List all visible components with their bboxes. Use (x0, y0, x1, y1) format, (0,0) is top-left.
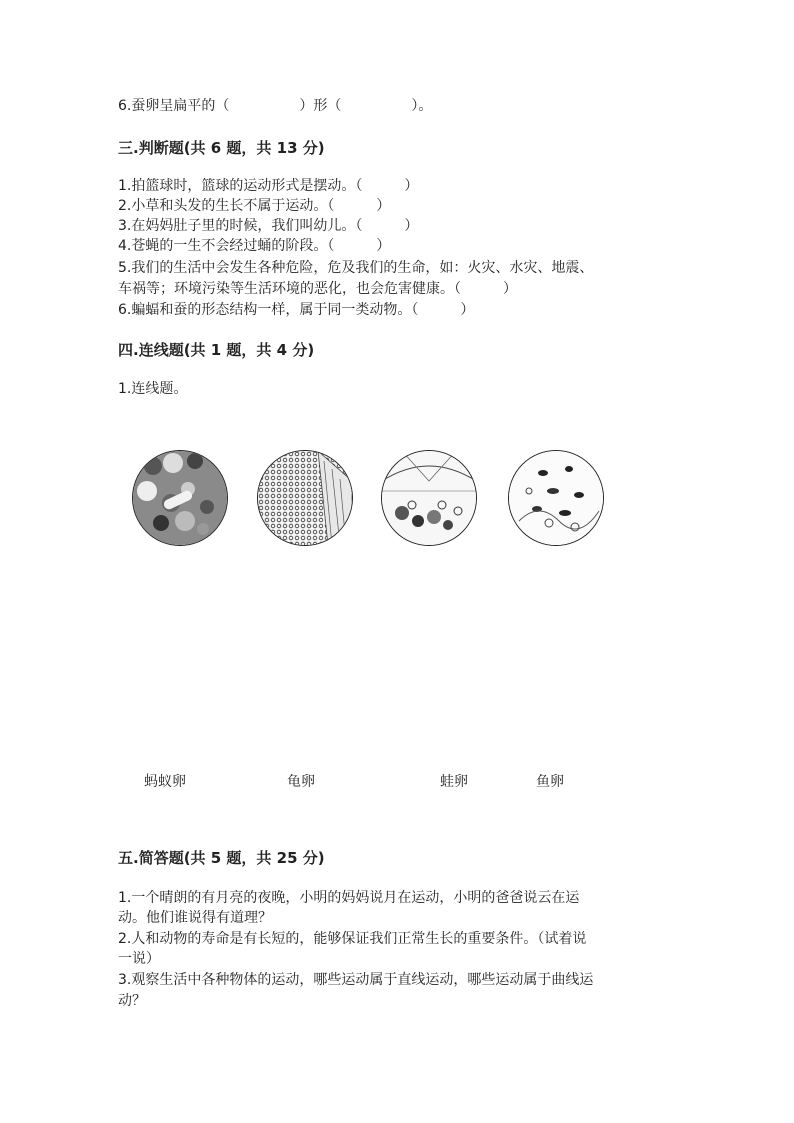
section-3-item: 1.拍篮球时，篮球的运动形式是摆动。（ ） (118, 178, 419, 194)
section-5-item: 1.一个晴朗的有月亮的夜晚，小明的妈妈说月在运动，小明的爸爸说云在运 (118, 890, 580, 906)
section-3-item: 车祸等；环境污染等生活环境的恶化，也会危害健康。（ ） (118, 281, 517, 297)
label-ant-egg: 蚂蚁卵 (144, 774, 186, 790)
section-5-item: 动。他们谁说得有道理？ (118, 910, 272, 926)
section-3-heading: 三.判断题(共 6 题，共 13 分) (118, 139, 325, 157)
section-3-item: 2.小草和头发的生长不属于运动。（ ） (118, 198, 391, 214)
section-4-heading: 四.连线题(共 1 题，共 4 分) (118, 341, 315, 359)
section-3-item: 4.苍蝇的一生不会经过蛹的阶段。（ ） (118, 238, 391, 254)
egg-photo-1 (132, 450, 228, 546)
section-3-item: 6.蝙蝠和蚕的形态结构一样，属于同一类动物。（ ） (118, 302, 475, 318)
label-fish-egg: 鱼卵 (536, 774, 564, 790)
egg-photo-2 (257, 450, 353, 546)
egg-photo-3 (381, 450, 477, 546)
egg-photo-4 (508, 450, 604, 546)
section-3-item: 5.我们的生活中会发生各种危险，危及我们的生命，如：火灾、水灾、地震、 (118, 260, 594, 276)
section-3-item: 3.在妈妈肚子里的时候，我们叫幼儿。（ ） (118, 218, 419, 234)
section-5-item: 动？ (118, 993, 146, 1009)
section-5-heading: 五.简答题(共 5 题，共 25 分) (118, 849, 325, 867)
section-5-item: 一说） (118, 951, 160, 967)
label-frog-egg: 蛙卵 (440, 774, 468, 790)
section-5-item: 2.人和动物的寿命是有长短的，能够保证我们正常生长的重要条件。（试着说 (118, 931, 587, 947)
label-turtle-egg: 龟卵 (287, 774, 315, 790)
question-2-6: 6.蚕卵呈扁平的（ ）形（ ）。 (118, 98, 433, 114)
section-4-item-1: 1.连线题。 (118, 381, 188, 397)
section-5-item: 3.观察生活中各种物体的运动，哪些运动属于直线运动，哪些运动属于曲线运 (118, 972, 594, 988)
